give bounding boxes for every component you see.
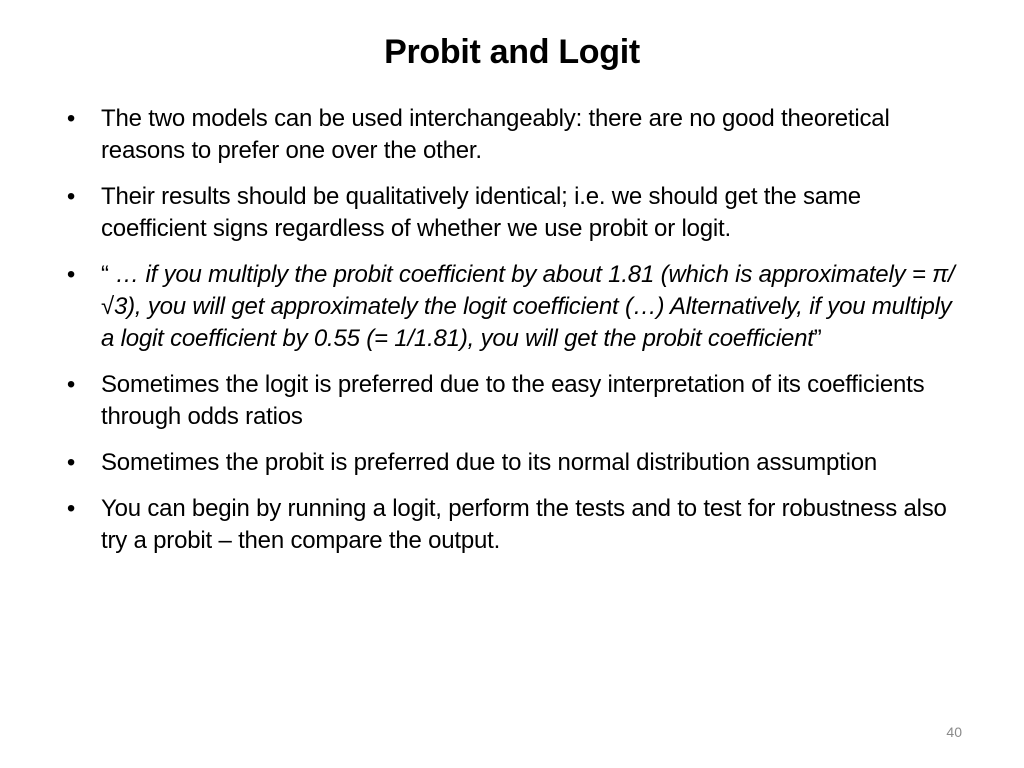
bullet-item-logit-preference (60, 369, 965, 433)
bullet-marker: • (66, 183, 76, 210)
quote-italic-text: … if you multiply the probit coefficient by about 1.81 (which is approximately = π/√3), you will get approximately the logit coefficient (…) Alternatively, if you multiply a logit coefficient by 0.55 (= 1/1.81), you will get the probit coefficient (101, 261, 955, 352)
bullet-text: The two models can be used interchangeably: there are no good theoretical reasons to prefer one over the other. (101, 105, 890, 164)
bullet-list (60, 103, 965, 571)
bullet-text: You can begin by running a logit, perform the tests and to test for robustness also try a probit – then compare the output. (101, 495, 947, 554)
bullet-item-coefficient-quote (60, 259, 965, 355)
quote-open-mark: “ (101, 261, 109, 288)
bullet-marker: • (66, 495, 76, 522)
slide-title: Probit and Logit (384, 33, 640, 71)
bullet-item-probit-preference (60, 447, 965, 479)
bullet-item-interchangeable (60, 103, 965, 167)
bullet-item-qualitative-results (60, 181, 965, 245)
bullet-marker: • (66, 449, 76, 476)
bullet-marker: • (66, 105, 76, 132)
bullet-item-robustness-advice (60, 493, 965, 557)
bullet-text: Sometimes the logit is preferred due to the easy interpretation of its coefficients through odds ratios (101, 371, 925, 430)
bullet-marker: • (66, 371, 76, 398)
slide-number: 40 (946, 724, 962, 740)
bullet-marker: • (66, 261, 76, 288)
quote-close-mark: ” (813, 325, 822, 352)
bullet-text: Sometimes the probit is preferred due to its normal distribution assumption (101, 449, 878, 476)
bullet-text: Their results should be qualitatively identical; i.e. we should get the same coefficient signs regardless of whether we use probit or logit. (101, 183, 861, 242)
